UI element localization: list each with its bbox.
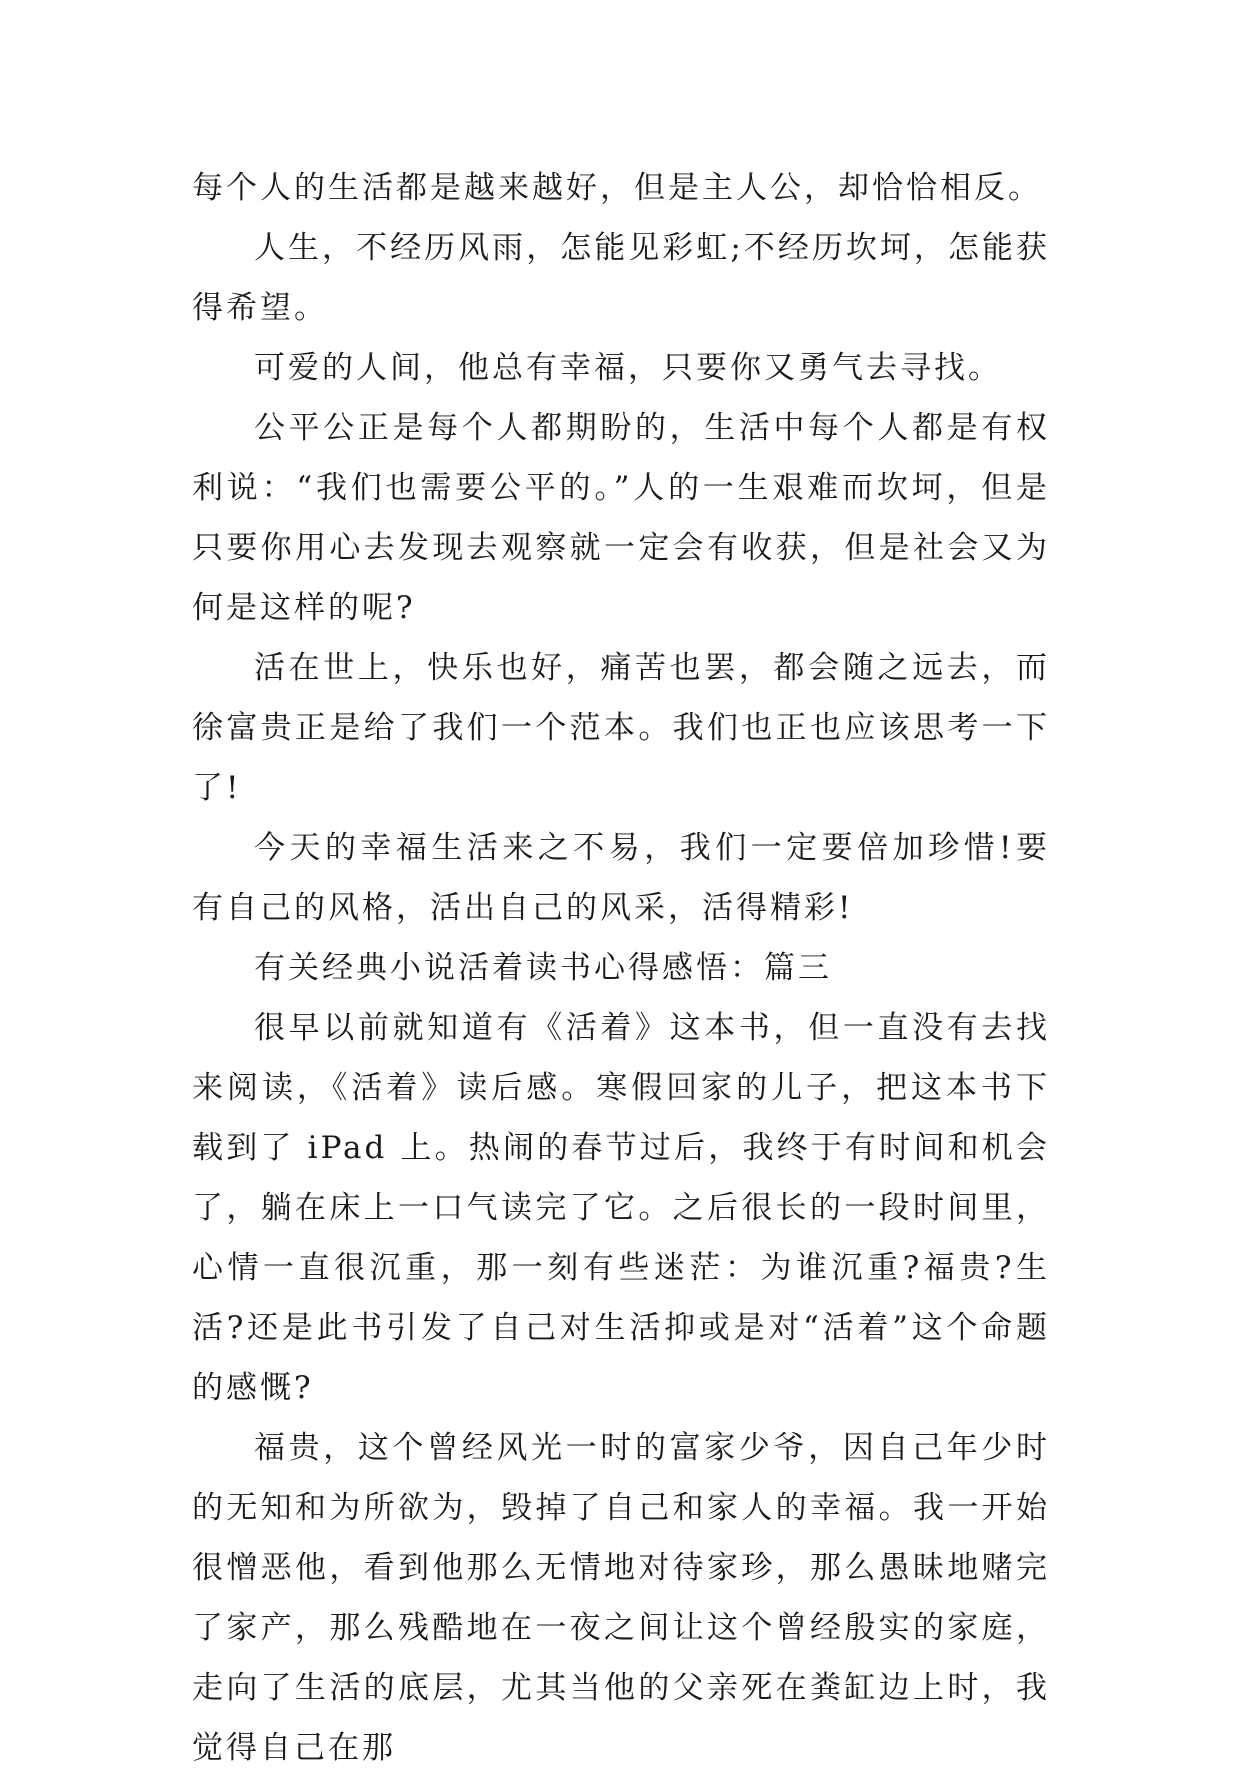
section-heading: 有关经典小说活着读书心得感悟：篇三 [254,950,832,986]
paragraph: 活在世上，快乐也好，痛苦也罢，都会随之远去，而徐富贵正是给了我们一个范本。我们也正也应该思考一下了! [192,650,1050,806]
paragraph: 可爱的人间，他总有幸福，只要你又勇气去寻找。 [254,350,1002,386]
paragraph-continued: 每个人的生活都是越来越好，但是主人公，却恰恰相反。 [192,170,1042,206]
paragraph: 很早以前就知道有《活着》这本书，但一直没有去找来阅读，《活着》读后感。寒假回家的儿子，把这本书下载到了 iPad 上。热闹的春节过后，我终于有时间和机会了，躺在床上一口气读完了它。之后很长的一段时间里，心情一直很沉重，那一刻有些迷茫：为谁沉重?福贵?生活?还是此书引发了自己对生活抑或是对“活着”这个命题的感慨? [192,1010,1050,1406]
paragraph: 人生，不经历风雨，怎能见彩虹;不经历坎坷，怎能获得希望。 [192,230,1050,326]
paragraph: 福贵，这个曾经风光一时的富家少爷，因自己年少时的无知和为所欲为，毁掉了自己和家人的幸福。我一开始很憎恶他，看到他那么无情地对待家珍，那么愚昧地赌完了家产，那么残酷地在一夜之间让这个曾经殷实的家庭，走向了生活的底层，尤其当他的父亲死在粪缸边上时，我觉得自己在那 [192,1430,1050,1766]
paragraph: 今天的幸福生活来之不易，我们一定要倍加珍惜!要有自己的风格，活出自己的风采，活得精彩! [192,830,1050,926]
body-text [192,158,1050,1778]
paragraph: 公平公正是每个人都期盼的，生活中每个人都是有权利说：“我们也需要公平的。”人的一生艰难而坎坷，但是只要你用心去发现去观察就一定会有收获，但是社会又为何是这样的呢? [192,410,1050,626]
